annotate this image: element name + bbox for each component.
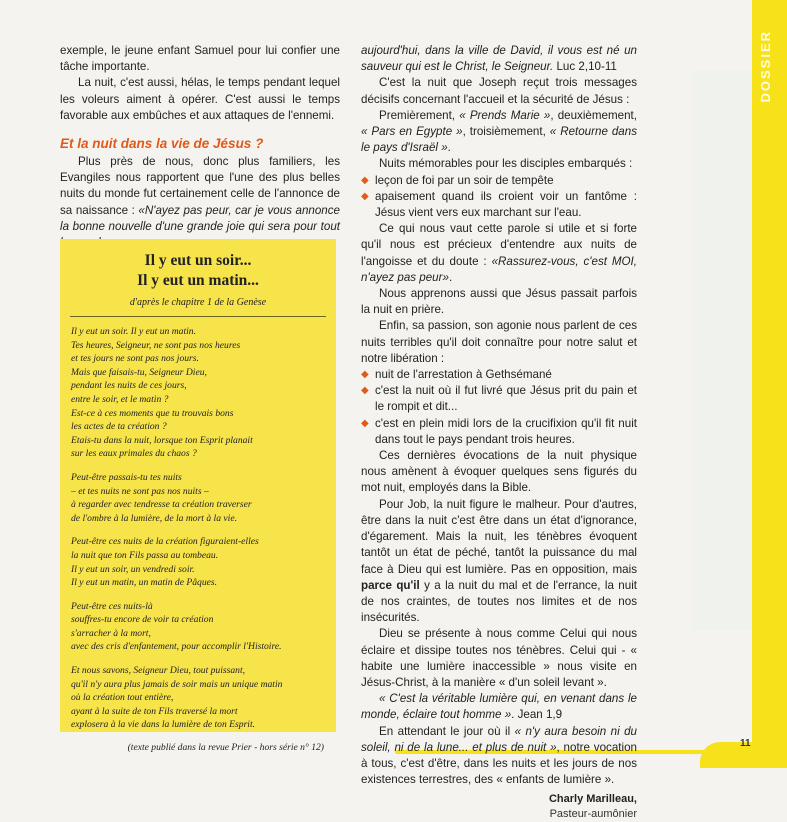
poem-line: Est-ce à ces moments que tu trouvais bons (71, 407, 234, 419)
quote-run: « Prends Marie » (459, 108, 551, 122)
job-paragraph (361, 497, 637, 627)
poem-line: qu'il n'y aura plus jamais de soir mais un unique matin (71, 678, 283, 690)
vocation-paragraph (361, 724, 637, 789)
quote-run: «Rassurez-vous, c'est MOI, n'ayez pas peur» (361, 254, 637, 284)
poem-stanza (71, 471, 330, 525)
bullet-item (361, 416, 637, 448)
bullet-item (361, 383, 637, 415)
poem-line: entre le soir, et le matin ? (71, 393, 169, 405)
diamond-bullet-icon: ◆ (361, 417, 369, 429)
poem-line: souffres-tu encore de voir ta création (71, 614, 214, 626)
poem-line: et tes jours ne sont pas nos jours. (71, 353, 199, 365)
quote-run: « n'y aura besoin ni du soleil, ni de la lune... et plus de nuit » (361, 724, 637, 754)
poem-line: de l'ombre à la lumière, de la mort à la vie. (71, 512, 238, 524)
poem-line: Peut-être ces nuits de la création figuraient-elles (71, 536, 259, 548)
quote-run: « Retourne dans le pays d'Israël » (361, 125, 637, 155)
light-paragraph: Dieu se présente à nous comme Celui qui nous éclaire et dissipe toutes nos ténèbres. Celui qui - « habite une lumière inaccessible » nous visite en Jésus-Christ, à la manière « d'un soleil levant ». (361, 627, 637, 689)
text-run: Premièrement, (379, 108, 460, 122)
poem-line: – et tes nuits ne sont pas nos nuits – (71, 485, 209, 497)
poem-line: explosera à la vie dans la lumière de ton Esprit. (71, 719, 256, 731)
messages-paragraph (361, 108, 637, 157)
figurative-paragraph: Ces dernières évocations de la nuit physique nous amènent à évoquer quelques sens figurés du mot nuit, employés dans la Bible. (361, 449, 637, 495)
diamond-bullet-icon: ◆ (361, 174, 369, 186)
quote-run: « C'est la véritable lumière qui, en venant dans le monde, éclaire tout homme » (361, 692, 637, 722)
poem-line: ayant à la suite de ton Fils traversé la mort (71, 705, 238, 717)
poem-line: s'arracher à la mort, (71, 627, 151, 639)
poem-stanza (71, 325, 330, 461)
poem-credit: (texte publié dans la revue Prier - hors série n° 12) (127, 742, 324, 754)
nativity-paragraph (60, 154, 340, 251)
passion-paragraph: Enfin, sa passion, son agonie nous parlent de ces nuits terribles qu'il doit connaître pour notre salut et notre libération : (361, 319, 637, 365)
joseph-paragraph: C'est la nuit que Joseph reçut trois messages décisifs concernant l'accueil et la sécurité de Jésus : (361, 76, 637, 106)
right-column (361, 43, 637, 822)
text-run: En attendant le jour où il (379, 724, 515, 738)
text-run: . (448, 270, 453, 284)
poem-divider (70, 316, 326, 317)
bullet-item (361, 173, 637, 189)
page-number: 11 (740, 738, 751, 749)
intro-paragraph-2: La nuit, c'est aussi, hélas, le temps pendant lequel les voleurs aiment à opérer. C'est aussi le temps favorable aux embûches et aux attaques de l'ennemi. (60, 76, 340, 122)
poem-line: Et nous savons, Seigneur Dieu, tout puissant, (71, 665, 246, 677)
poem-line: Il y eut un matin, un matin de Pâques. (71, 577, 218, 589)
poem-box (60, 239, 336, 754)
text-run: Pour Job, la nuit figure le malheur. Pour d'autres, être dans la nuit c'est être dans un état d'ignorance, d'égarement. Mais la nuit, les ténèbres évoquent tantôt un état de péché, tantôt la puissance du mal face à Dieu qui est lumière. Pas en opposition, mais (361, 497, 637, 576)
poem-line: où la création tout entière, (71, 692, 174, 704)
poem-stanza (71, 664, 330, 732)
section-heading: Et la nuit dans la vie de Jésus ? (60, 136, 264, 152)
bullet-text: leçon de foi par un soir de tempête (375, 173, 554, 187)
poem-line: Tes heures, Seigneur, ne sont pas nos heures (71, 339, 241, 351)
poem-line: à regarder avec tendresse ta création traverser (71, 499, 252, 511)
text-run: . Jean 1,9 (511, 708, 563, 722)
john-quote-paragraph (361, 691, 637, 723)
luke-quote-paragraph (361, 43, 637, 75)
poem-line: la nuit que ton Fils passa au tombeau. (71, 549, 219, 561)
poem-line: Mais que faisais-tu, Seigneur Dieu, (71, 366, 207, 378)
disciples-paragraph: Nuits mémorables pour les disciples embarqués : (379, 157, 633, 171)
poem-stanza (71, 600, 330, 654)
left-column (60, 43, 340, 251)
diamond-bullet-icon: ◆ (361, 385, 369, 397)
bullet-text: c'est en plein midi lors de la crucifixion qu'il fit nuit dans tout le pays pendant trois heures. (375, 416, 637, 446)
poem-body (60, 325, 336, 732)
poem-line: sur les eaux primales du chaos ? (71, 448, 197, 460)
bullet-text: nuit de l'arrestation à Gethsémané (375, 368, 552, 382)
poem-line: Etais-tu dans la nuit, lorsque ton Esprit planait (71, 434, 253, 446)
poem-line: Peut-être passais-tu tes nuits (71, 471, 182, 483)
luke-reference: Luc 2,10-11 (553, 60, 617, 74)
poem-line: avec des cris d'enfantement, pour accomplir l'Histoire. (71, 641, 282, 653)
nativity-text: Plus près de nous, donc plus familiers, les Evangiles nous rapportent que l'une des plus belles nuits du monde fut certainement celle de l'annonce de sa naissance : (60, 155, 340, 217)
bullet-text: c'est la nuit où il fut livré que Jésus prit du pain et le rompit et dit... (375, 384, 637, 414)
luke-quote: aujourd'hui, dans la ville de David, il vous est né un sauveur qui est le Christ, le Seigneur. (361, 44, 637, 74)
poem-line: les actes de ta création ? (71, 421, 167, 433)
text-run: , troisièmement, (462, 125, 550, 139)
yellow-edge-band (752, 0, 787, 768)
bullet-text: apaisement quand ils croient voir un fantôme : Jésus vient vers eux marchant sur l'eau. (375, 189, 637, 220)
nativity-quote: «N'ayez pas peur, car je vous annonce la bonne nouvelle d'une grande joie qui sera pour tout (60, 203, 340, 233)
author-signature (361, 792, 637, 822)
quote-run: « Pars en Egypte » (361, 125, 463, 139)
bullet-item (361, 189, 637, 221)
text-run: , notre vocation à tous, c'est d'être, dans les nuits et les jours de nos existences terrestres, des « enfants de lumière ». (361, 740, 637, 787)
text-run: . (447, 141, 451, 155)
prayer-paragraph: Nous apprenons aussi que Jésus passait parfois la nuit en prière. (361, 287, 637, 317)
poem-title (60, 251, 336, 291)
text-run: , deuxièmement, (550, 108, 637, 122)
diamond-bullet-icon: ◆ (361, 369, 369, 381)
author-name: Charly Marilleau, (548, 793, 637, 806)
text-run: y a la nuit du mal et de l'errance, la nuit de nos craintes, de toutes nos limites et de nos insécurités. (361, 578, 637, 625)
poem-line: Il y eut un soir. Il y eut un matin. (71, 326, 196, 337)
bleed-through-panel (692, 70, 752, 630)
section-label: DOSSIER (758, 30, 773, 103)
diamond-bullet-icon: ◆ (361, 190, 369, 202)
poem-title-line-1: Il y eut un soir... (144, 252, 252, 269)
poem-line: pendant les nuits de ces jours, (71, 380, 187, 392)
intro-paragraph-1: exemple, le jeune enfant Samuel pour lui confier une tâche importante. (60, 44, 340, 74)
poem-stanza (71, 535, 330, 589)
bullet-item (361, 367, 637, 383)
author-role: Pasteur-aumônier (549, 808, 637, 821)
text-run: Ce qui nous vaut cette parole si utile et si forte qu'il nous est précieux d'entendre aux nuits de l'angoisse et du doute : (361, 222, 637, 268)
reassurance-paragraph (361, 221, 637, 286)
bold-run: parce qu'il (361, 578, 420, 592)
poem-title-line-2: Il y eut un matin... (137, 272, 259, 289)
poem-line: Peut-être ces nuits-là (71, 600, 153, 612)
poem-subtitle: d'après le chapitre 1 de la Genèse (129, 297, 267, 308)
poem-line: Il y eut un soir, un vendredi soir. (71, 563, 195, 575)
